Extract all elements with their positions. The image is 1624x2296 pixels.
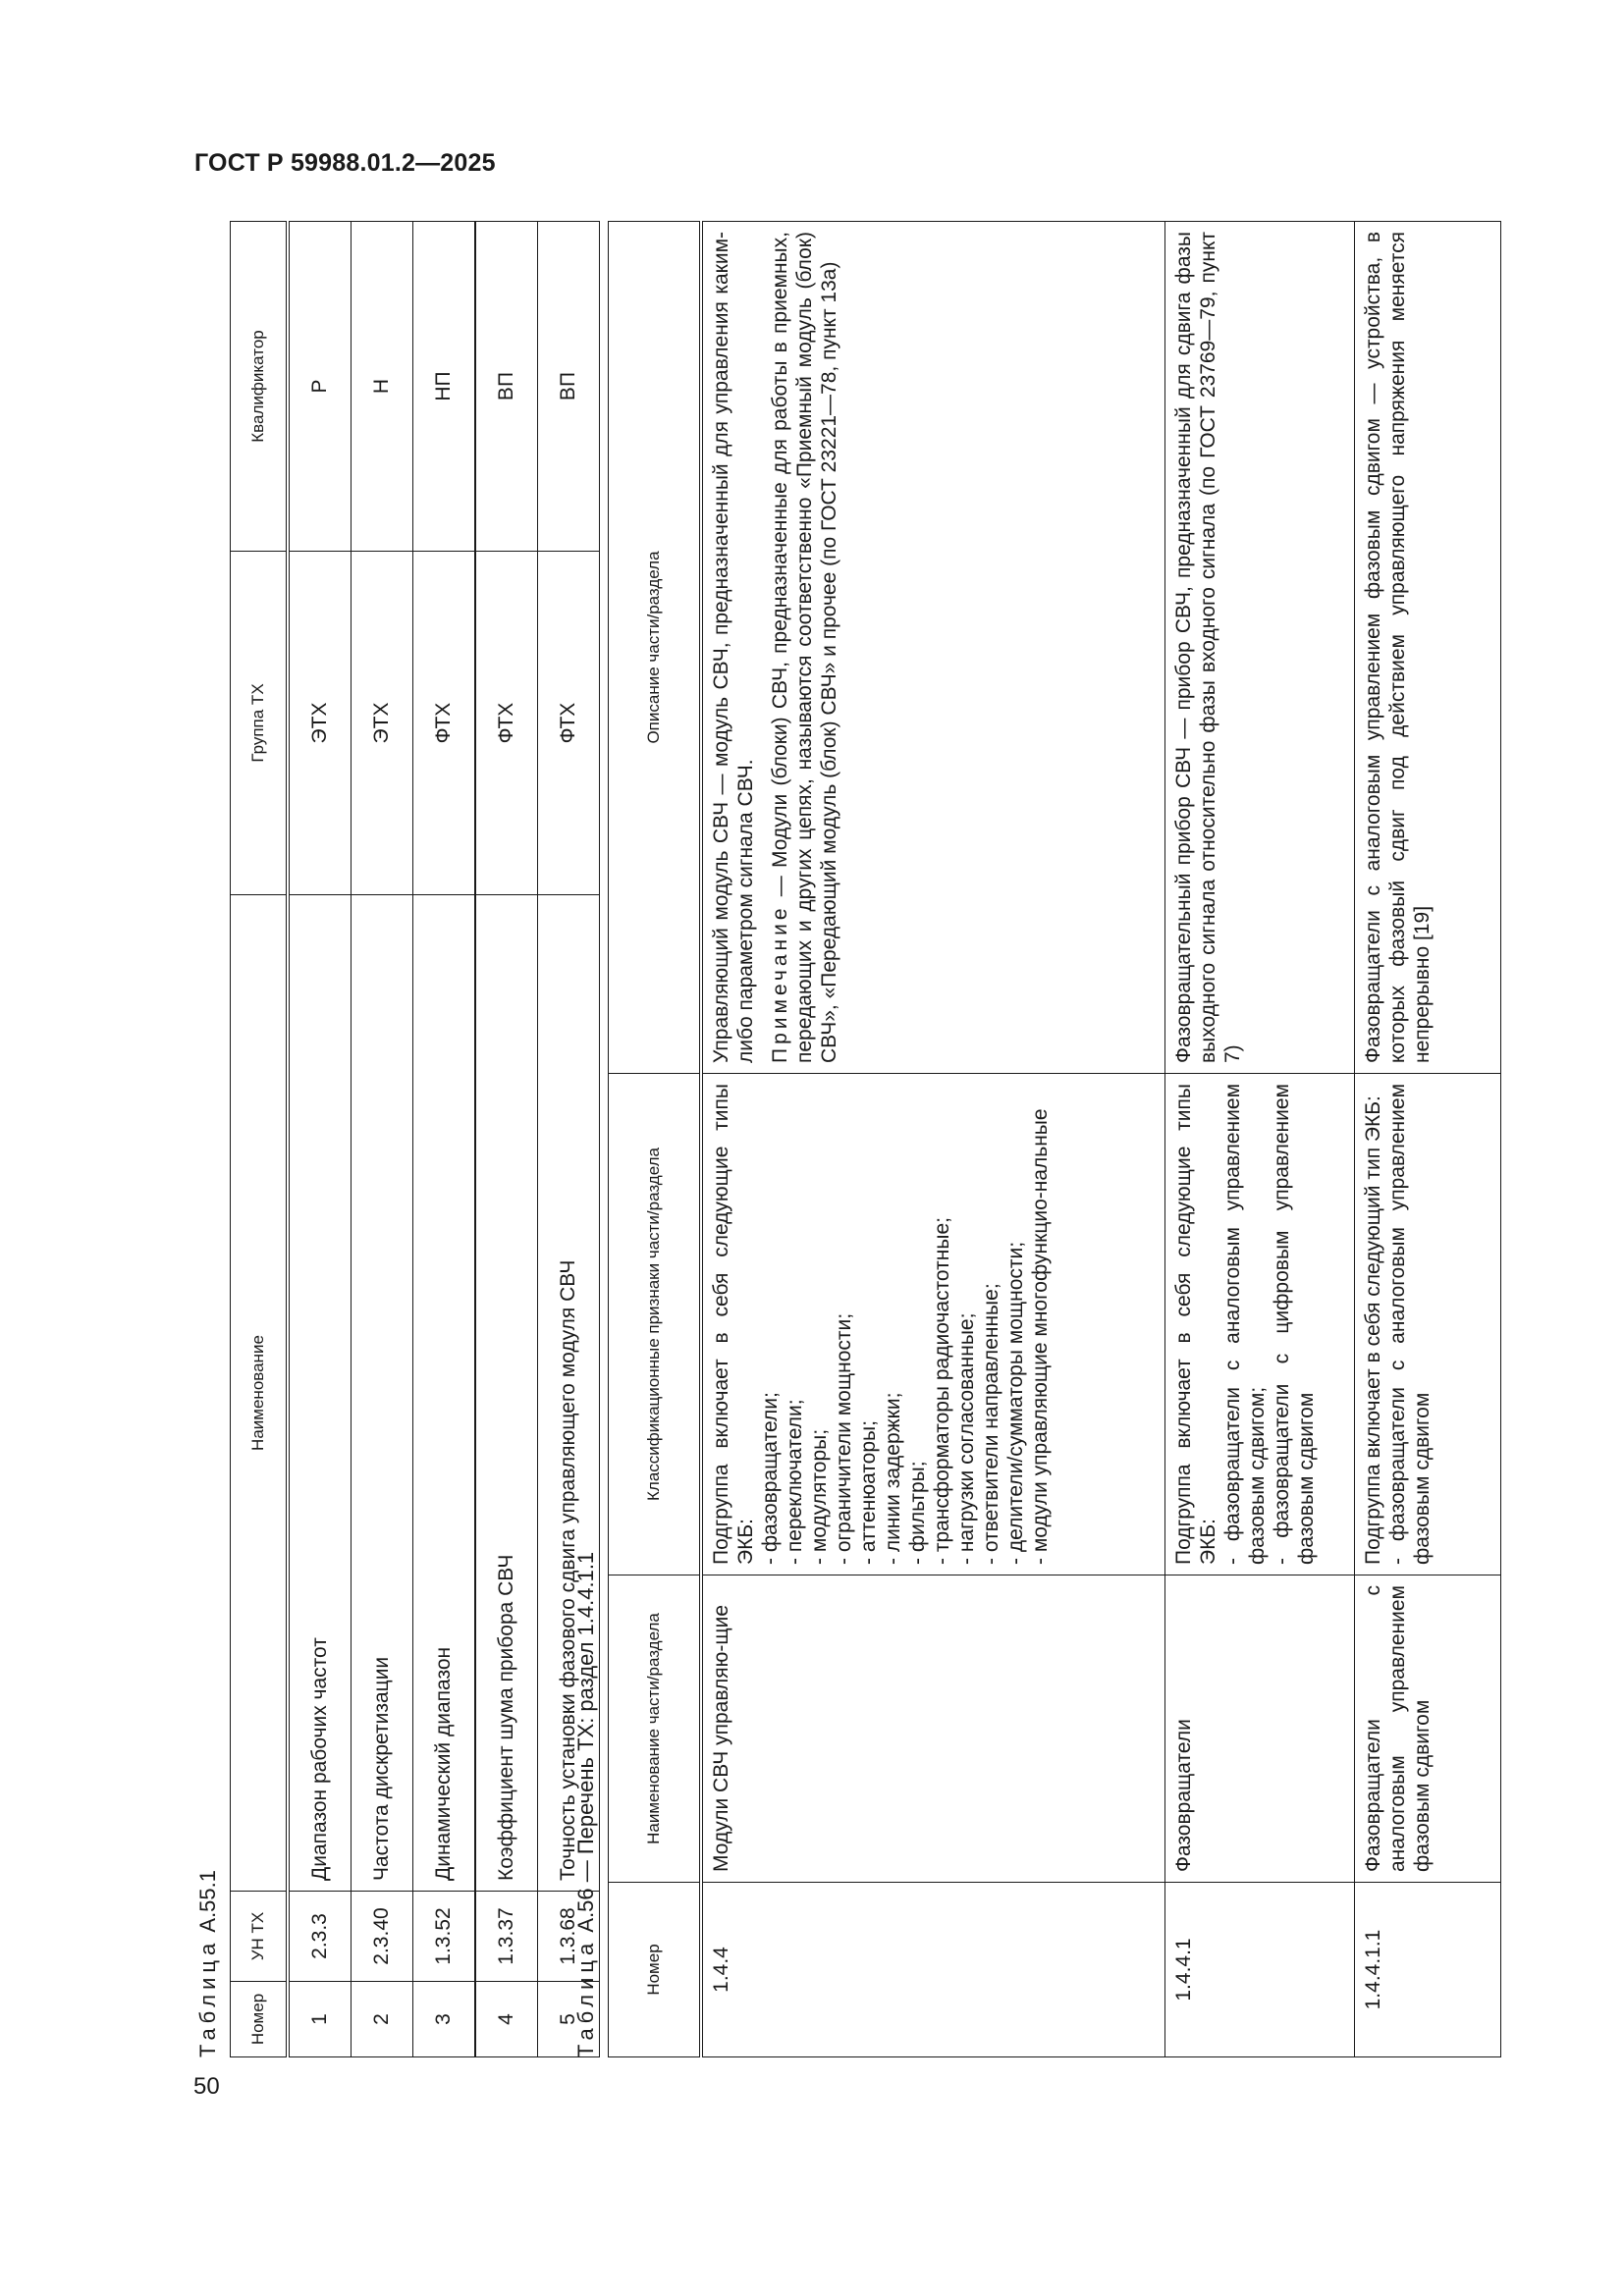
list-item: - модули управляющие многофункцио-нальные <box>1028 1084 1053 1565</box>
cell-number: 4 <box>475 1982 538 2057</box>
cell-qualifier: НП <box>413 222 476 552</box>
classification-intro: Подгруппа включает в себя следующие типы ЭКБ: <box>1172 1084 1219 1565</box>
cell-name: Частота дискретизации <box>352 895 413 1892</box>
cell-number: 2 <box>352 1982 413 2057</box>
table-row <box>1355 222 1501 2057</box>
list-item: - аттенюаторы; <box>856 1084 881 1565</box>
table-row <box>352 222 413 2057</box>
cell-number: 1.4.4 <box>701 1883 1165 2057</box>
classification-list <box>758 1084 1053 1565</box>
list-item: - линии задержки; <box>881 1084 905 1565</box>
caption-id: А.55.1 <box>195 1870 220 1933</box>
note-label: Примечание <box>769 904 791 1063</box>
caption-word: Таблица <box>573 1938 598 2057</box>
col-header-number: Номер <box>609 1883 702 2057</box>
cell-section-name: Фазовращатели с аналоговым управлением фазовым сдвигом <box>1355 1575 1501 1883</box>
cell-classification <box>1355 1074 1501 1575</box>
table-row <box>475 222 538 2057</box>
list-item: - делители/сумматоры мощности; <box>1003 1084 1028 1565</box>
list-item: - нагрузки согласованные; <box>954 1084 979 1565</box>
cell-qualifier: Н <box>352 222 413 552</box>
table-row <box>413 222 476 2057</box>
cell-name: Диапазон рабочих частот <box>288 895 352 1892</box>
cell-name: Точность установки фазового сдвига управляющего модуля СВЧ <box>538 895 600 1892</box>
table-row <box>1165 222 1355 2057</box>
cell-classification <box>1165 1074 1355 1575</box>
cell-description: Фазовращатели с аналоговым управлением фазовым сдвигом — устройства, в которых фазовый сдвиг под действием управляющего напряжения меняется непрерывно [19] <box>1355 222 1501 1074</box>
list-item: - переключатели; <box>783 1084 807 1565</box>
table-caption <box>570 222 608 2057</box>
cell-qualifier: ВП <box>475 222 538 552</box>
col-header-un-tx: УН ТХ <box>231 1892 289 1982</box>
cell-name: Коэффициент шума прибора СВЧ <box>475 895 538 1892</box>
table-header-row <box>609 222 702 2057</box>
cell-number: 1.4.4.1 <box>1165 1883 1355 2057</box>
table-row <box>288 222 352 2057</box>
col-header-number: Номер <box>231 1982 289 2057</box>
list-item: - фильтры; <box>905 1084 930 1565</box>
list-item: - фазовращатели; <box>758 1084 783 1565</box>
table-caption <box>192 222 230 2057</box>
cell-classification <box>701 1074 1165 1575</box>
table-grid <box>230 221 600 2057</box>
col-header-group: Группа ТХ <box>231 552 289 895</box>
list-item: - фазовращатели с цифровым управлением фазовым сдвигом <box>1270 1084 1319 1565</box>
cell-section-name: Модули СВЧ управляю-щие <box>701 1575 1165 1883</box>
cell-number: 1.4.4.1.1 <box>1355 1883 1501 2057</box>
note <box>768 232 841 1063</box>
col-header-description: Описание части/раздела <box>609 222 702 1074</box>
cell-un-tx: 1.3.68 <box>538 1892 600 1982</box>
cell-description <box>701 222 1165 1074</box>
cell-number: 3 <box>413 1982 476 2057</box>
cell-section-name: Фазовращатели <box>1165 1575 1355 1883</box>
cell-qualifier: ВП <box>538 222 600 552</box>
caption-word: Таблица <box>195 1938 220 2057</box>
list-item: - ответвители направленные; <box>979 1084 1003 1565</box>
cell-qualifier: Р <box>288 222 352 552</box>
classification-list <box>1220 1084 1319 1565</box>
list-item: - фазовращатели с аналоговым управлением фазовым сдвигом; <box>1220 1084 1270 1565</box>
document-code: ГОСТ Р 59988.01.2—2025 <box>194 149 496 177</box>
cell-group: ЭТХ <box>352 552 413 895</box>
page-number: 50 <box>193 2073 220 2100</box>
table-grid <box>608 221 1501 2057</box>
classification-list <box>1385 1084 1435 1565</box>
cell-number: 1 <box>288 1982 352 2057</box>
cell-name: Динамический диапазон <box>413 895 476 1892</box>
cell-description: Фазовращательный прибор СВЧ — прибор СВЧ, предназначенный для сдвига фазы выходного сигнала относительно фазы входного сигнала (по ГОСТ 23769—79, пункт 7) <box>1165 222 1355 1074</box>
list-item: - модуляторы; <box>807 1084 832 1565</box>
cell-un-tx: 2.3.3 <box>288 1892 352 1982</box>
classification-intro: Подгруппа включает в себя следующий тип ЭКБ: <box>1362 1095 1384 1565</box>
cell-un-tx: 2.3.40 <box>352 1892 413 1982</box>
description-text: Управляющий модуль СВЧ — модуль СВЧ, предназначенный для управления каким-либо параметром сигнала СВЧ. <box>710 232 757 1063</box>
col-header-section-name: Наименование части/раздела <box>609 1575 702 1883</box>
table-row <box>701 222 1165 2057</box>
cell-group: ФТХ <box>538 552 600 895</box>
list-item: - ограничители мощности; <box>832 1084 856 1565</box>
note-text: — Модули (блоки) СВЧ, предназначенные для работы в приемных, передающих и других цепях, называются соответственно «Приемный модуль (блок) СВЧ», «Передающий модуль (блок) СВЧ» и прочее (по ГОСТ 23221—78, пункт 13а) <box>769 232 840 1063</box>
caption-title: А.56 — Перечень ТХ: раздел 1.4.4.1.1 <box>573 1551 598 1933</box>
cell-group: ФТХ <box>413 552 476 895</box>
col-header-classification: Классификационные признаки части/раздела <box>609 1074 702 1575</box>
table-header-row <box>231 222 289 2057</box>
cell-un-tx: 1.3.37 <box>475 1892 538 1982</box>
cell-group: ЭТХ <box>288 552 352 895</box>
cell-group: ФТХ <box>475 552 538 895</box>
list-item: - фазовращатели с аналоговым управлением фазовым сдвигом <box>1385 1084 1435 1565</box>
cell-un-tx: 1.3.52 <box>413 1892 476 1982</box>
table-a56 <box>570 222 1501 2057</box>
cell-number: 5 <box>538 1982 600 2057</box>
list-item: - трансформаторы радиочастотные; <box>930 1084 954 1565</box>
table-a55-1 <box>192 222 600 2057</box>
col-header-qualifier: Квалификатор <box>231 222 289 552</box>
classification-intro: Подгруппа включает в себя следующие типы ЭКБ: <box>710 1084 757 1565</box>
col-header-name: Наименование <box>231 895 289 1892</box>
